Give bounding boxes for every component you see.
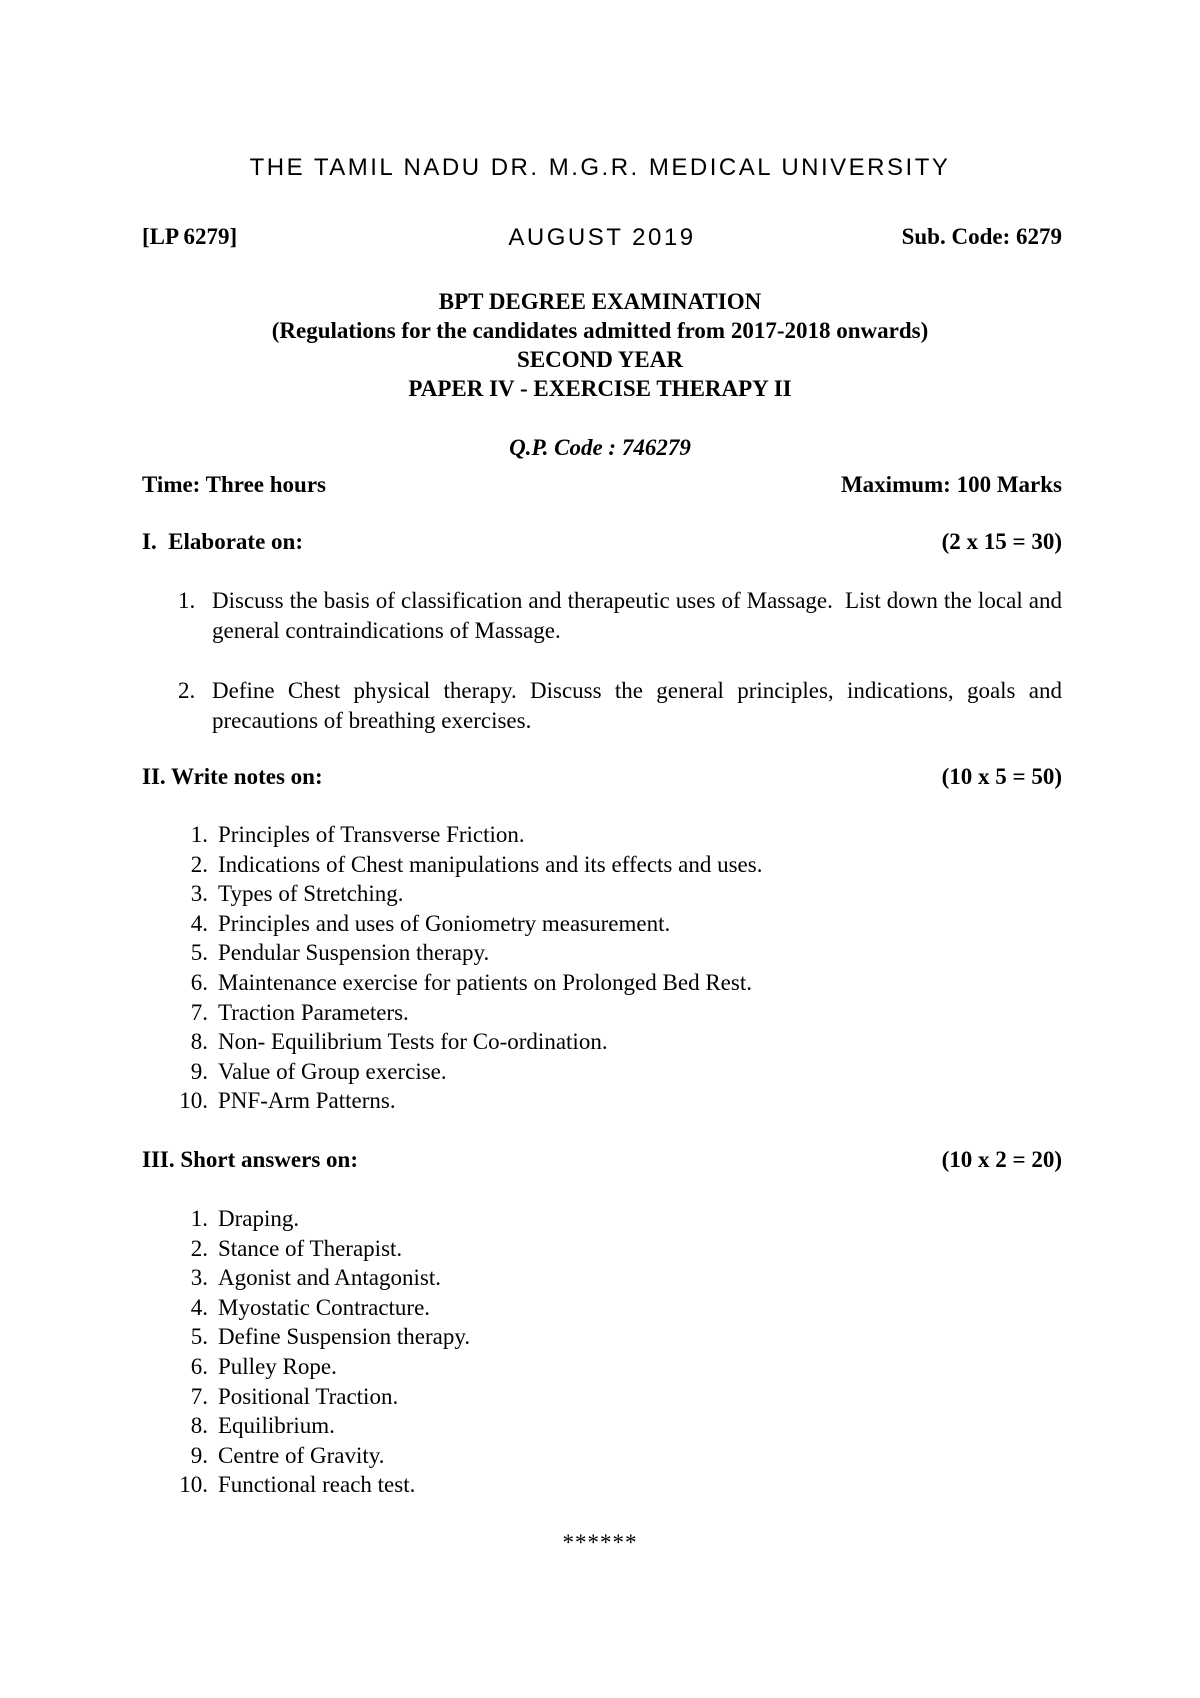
section-3-questions (172, 1204, 972, 1500)
time-marks-row (142, 472, 1062, 502)
exam-title: BPT DEGREE EXAMINATION (438, 289, 762, 314)
section-2-header (142, 764, 1062, 794)
list-item (172, 820, 972, 850)
maximum-marks: Maximum: 100 Marks (840, 472, 1062, 497)
end-of-paper-mark: ****** (562, 1530, 638, 1555)
question-text: Functional reach test. (218, 1472, 416, 1498)
question-text: Myostatic Contracture. (218, 1294, 431, 1320)
list-item (172, 850, 972, 880)
list-item (172, 1382, 972, 1412)
question-number: 5. (190, 1324, 208, 1350)
list-item (172, 1352, 972, 1382)
question-text: Equilibrium. (218, 1413, 335, 1439)
question-text: Positional Traction. (218, 1383, 399, 1409)
list-item (172, 1086, 972, 1116)
question-text: Pulley Rope. (218, 1353, 337, 1379)
list-item (172, 998, 972, 1028)
list-item (172, 879, 972, 909)
question-number: 5. (190, 940, 208, 966)
question-text: Principles of Transverse Friction. (218, 822, 525, 847)
section-3-header (142, 1147, 1062, 1177)
list-item (172, 1234, 972, 1264)
question-text: Principles and uses of Goniometry measurement. (218, 910, 671, 936)
section-2-questions (172, 820, 972, 1116)
list-item (172, 1027, 972, 1057)
question-number: 1. (178, 588, 196, 613)
question-text: Value of Group exercise. (218, 1058, 447, 1084)
section-2-marks: (10 x 5 = 50) (941, 764, 1062, 789)
list-item (172, 1293, 972, 1323)
question-number: 8. (190, 1413, 208, 1439)
question-number: 4. (190, 910, 208, 936)
question-number: 10. (179, 1088, 208, 1114)
question-text: Indications of Chest manipulations and its effects and uses. (218, 851, 763, 877)
question-text: Types of Stretching. (218, 881, 404, 907)
section-1-marks: (2 x 15 = 30) (941, 529, 1062, 554)
section-2-title: II. Write notes on: (142, 764, 323, 789)
list-item (172, 1204, 972, 1234)
section-1-questions (178, 586, 1068, 736)
question-number: 7. (190, 1383, 208, 1409)
question-number: 1. (190, 1206, 208, 1231)
list-item (172, 909, 972, 939)
question-text: Define Chest physical therapy. Discuss the general principles, indications, goals and precautions of breathing exercises. (212, 678, 1062, 733)
question-text: Non- Equilibrium Tests for Co-ordination. (218, 1029, 608, 1055)
question-number: 9. (190, 1058, 208, 1084)
paper-title: PAPER IV - EXERCISE THERAPY II (408, 376, 792, 401)
question-number: 9. (190, 1442, 208, 1468)
question-text: Traction Parameters. (218, 999, 409, 1025)
qp-code: Q.P. Code : 746279 (509, 435, 691, 460)
regulations-note: (Regulations for the candidates admitted from 2017-2018 onwards) (271, 318, 929, 343)
question-text: Define Suspension therapy. (218, 1324, 471, 1350)
question-text: Agonist and Antagonist. (218, 1265, 441, 1291)
question-text: Centre of Gravity. (218, 1442, 385, 1468)
section-3-title: III. Short answers on: (142, 1147, 358, 1172)
question-number: 2. (178, 678, 196, 703)
question-number: 7. (190, 999, 208, 1025)
list-item (172, 938, 972, 968)
list-item (172, 1470, 972, 1500)
question-text: Stance of Therapist. (218, 1235, 403, 1261)
exam-heading (0, 287, 1200, 403)
question-number: 8. (190, 1029, 208, 1055)
list-item (178, 586, 1068, 646)
list-item (178, 676, 1062, 736)
section-3-marks: (10 x 2 = 20) (941, 1147, 1062, 1172)
question-number: 3. (190, 881, 208, 907)
codes-row (142, 224, 1062, 256)
question-number: 6. (190, 969, 208, 995)
question-text: Pendular Suspension therapy. (218, 940, 490, 966)
list-item (172, 1263, 972, 1293)
question-text: Draping. (218, 1206, 300, 1231)
section-1-header (142, 529, 1062, 559)
list-item (172, 1057, 972, 1087)
section-1-title: I. Elaborate on: (142, 529, 303, 554)
question-number: 2. (190, 1235, 208, 1261)
question-text: Discuss the basis of classification and therapeutic uses of Massage. List down the local and general contraindications of Massage. (212, 588, 1068, 643)
question-text: PNF-Arm Patterns. (218, 1088, 396, 1114)
university-name: THE TAMIL NADU DR. M.G.R. MEDICAL UNIVERSITY (249, 154, 951, 181)
list-item (172, 1411, 972, 1441)
exam-date: AUGUST 2019 (508, 224, 696, 251)
question-number: 6. (190, 1353, 208, 1379)
question-number: 1. (190, 822, 208, 847)
question-number: 3. (190, 1265, 208, 1291)
list-item (172, 1322, 972, 1352)
list-item (172, 1441, 972, 1471)
exam-year: SECOND YEAR (517, 347, 683, 372)
question-number: 4. (190, 1294, 208, 1320)
list-item (172, 968, 972, 998)
exam-duration: Time: Three hours (142, 472, 327, 497)
sub-code: Sub. Code: 6279 (901, 224, 1062, 249)
question-text: Maintenance exercise for patients on Prolonged Bed Rest. (218, 969, 752, 995)
question-number: 10. (179, 1472, 208, 1498)
question-number: 2. (190, 851, 208, 877)
lp-code: [LP 6279] (142, 224, 238, 249)
